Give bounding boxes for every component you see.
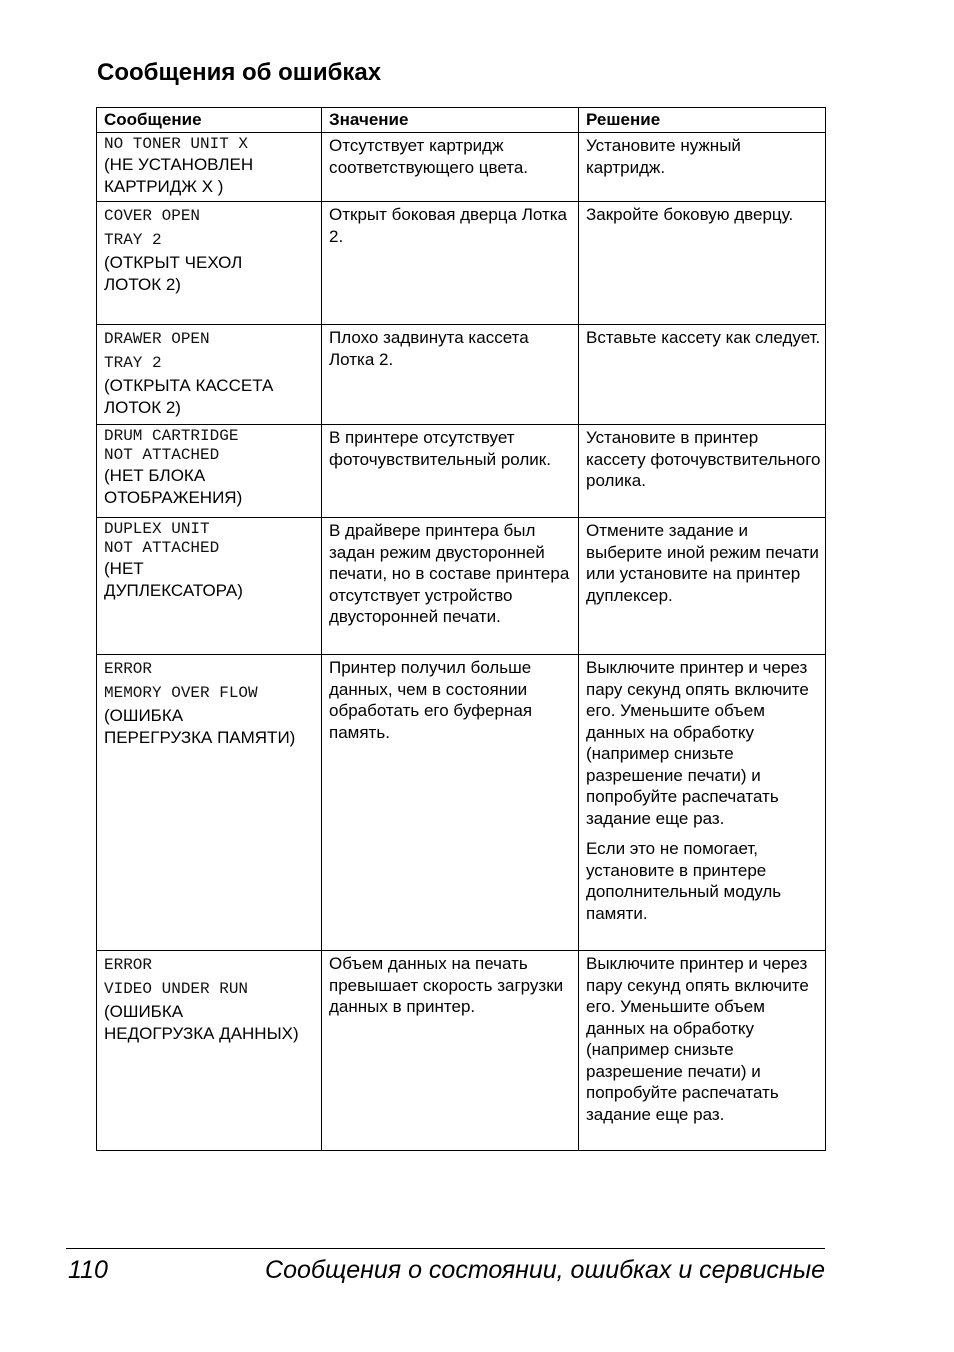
table-header-row (97, 108, 826, 133)
table-row (97, 655, 826, 951)
solution-cell (579, 518, 826, 655)
message-translation: ЛОТОК 2) (104, 274, 181, 294)
message-translation: (ОШИБКА (104, 1002, 184, 1021)
error-messages-table (96, 107, 826, 1151)
message-translation: (НЕТ БЛОКА (104, 466, 206, 485)
solution-cell (579, 325, 826, 425)
table-row (97, 951, 826, 1151)
message-code: TRAY 2 (104, 354, 162, 372)
message-translation: (НЕТ (104, 559, 144, 578)
message-cell (97, 518, 322, 655)
solution-text: Установите нужный картридж. (586, 136, 741, 177)
footer-divider (66, 1248, 825, 1249)
message-code: TRAY 2 (104, 231, 162, 249)
message-code: NOT ATTACHED (104, 539, 220, 557)
message-code: MEMORY OVER FLOW (104, 684, 258, 702)
message-cell (97, 951, 322, 1151)
message-code: ERROR (104, 956, 153, 974)
meaning-cell: Объем данных на печать превышает скорость загрузки данных в принтер. (322, 951, 579, 1151)
solution-cell (579, 655, 826, 951)
message-code: NOT ATTACHED (104, 446, 220, 464)
solution-text: Выключите принтер и через пару секунд опять включите его. Уменьшите объем данных на обработку (например снизьте разрешение печати) и попробуйте распечатать задание еще раз. (586, 954, 809, 1124)
solution-text: Вставьте кассету как следует. (586, 328, 821, 347)
solution-text: Установите в принтер кассету фоточувствительного ролика. (586, 428, 821, 490)
message-translation: ДУПЛЕКСАТОРА) (104, 580, 243, 600)
table-row (97, 518, 826, 655)
message-code: NO TONER UNIT X (104, 135, 249, 153)
section-title: Сообщения об ошибках (97, 59, 382, 86)
message-code: DRAWER OPEN (104, 330, 210, 348)
message-translation: (ОТКРЫТ ЧЕХОЛ (104, 253, 243, 272)
message-translation: (НЕ УСТАНОВЛЕН (104, 155, 254, 174)
meaning-cell: В драйвере принтера был задан режим двусторонней печати, но в составе принтера отсутствует устройство двусторонней печати. (322, 518, 579, 655)
solution-text: Отмените задание и выберите иной режим печати или установите на принтер дуплексер. (586, 521, 819, 605)
solution-text: Если это не помогает, установите в принтере дополнительный модуль памяти. (586, 839, 782, 923)
message-cell (97, 425, 322, 518)
message-translation: КАРТРИДЖ X ) (104, 176, 224, 196)
header-message: Сообщение (97, 108, 322, 133)
message-translation: НЕДОГРУЗКА ДАННЫХ) (104, 1023, 299, 1043)
message-code: DRUM CARTRIDGE (104, 427, 239, 445)
message-cell (97, 202, 322, 325)
message-translation: ОТОБРАЖЕНИЯ) (104, 487, 243, 507)
message-code: ERROR (104, 660, 153, 678)
meaning-cell: Плохо задвинута кассета Лотка 2. (322, 325, 579, 425)
page-number: 110 (68, 1256, 108, 1284)
message-code: COVER OPEN (104, 207, 201, 225)
table-row (97, 425, 826, 518)
solution-cell (579, 951, 826, 1151)
message-cell (97, 655, 322, 951)
meaning-cell: Отсутствует картридж соответствующего цвета. (322, 133, 579, 202)
meaning-cell: Открыт боковая дверца Лотка 2. (322, 202, 579, 325)
message-translation: ЛОТОК 2) (104, 397, 181, 417)
meaning-cell: В принтере отсутствует фоточувствительный ролик. (322, 425, 579, 518)
solution-cell (579, 425, 826, 518)
header-solution: Решение (579, 108, 826, 133)
message-translation: (ОШИБКА (104, 706, 184, 725)
message-translation: (ОТКРЫТА КАССЕТА (104, 376, 274, 395)
message-cell (97, 325, 322, 425)
solution-text: Выключите принтер и через пару секунд опять включите его. Уменьшите объем данных на обработку (например снизьте разрешение печати) и попробуйте распечатать задание еще раз. (586, 658, 809, 828)
table-row (97, 202, 826, 325)
message-code: DUPLEX UNIT (104, 520, 210, 538)
message-cell (97, 133, 322, 202)
meaning-cell: Принтер получил больше данных, чем в состоянии обработать его буферная память. (322, 655, 579, 951)
chapter-title: Сообщения о состоянии, ошибках и сервисные (265, 1256, 825, 1284)
header-meaning: Значение (322, 108, 579, 133)
table-row (97, 133, 826, 202)
message-translation: ПЕРЕГРУЗКА ПАМЯТИ) (104, 727, 296, 747)
message-code: VIDEO UNDER RUN (104, 980, 249, 998)
solution-text: Закройте боковую дверцу. (586, 205, 794, 224)
solution-cell (579, 133, 826, 202)
solution-cell (579, 202, 826, 325)
table-row (97, 325, 826, 425)
